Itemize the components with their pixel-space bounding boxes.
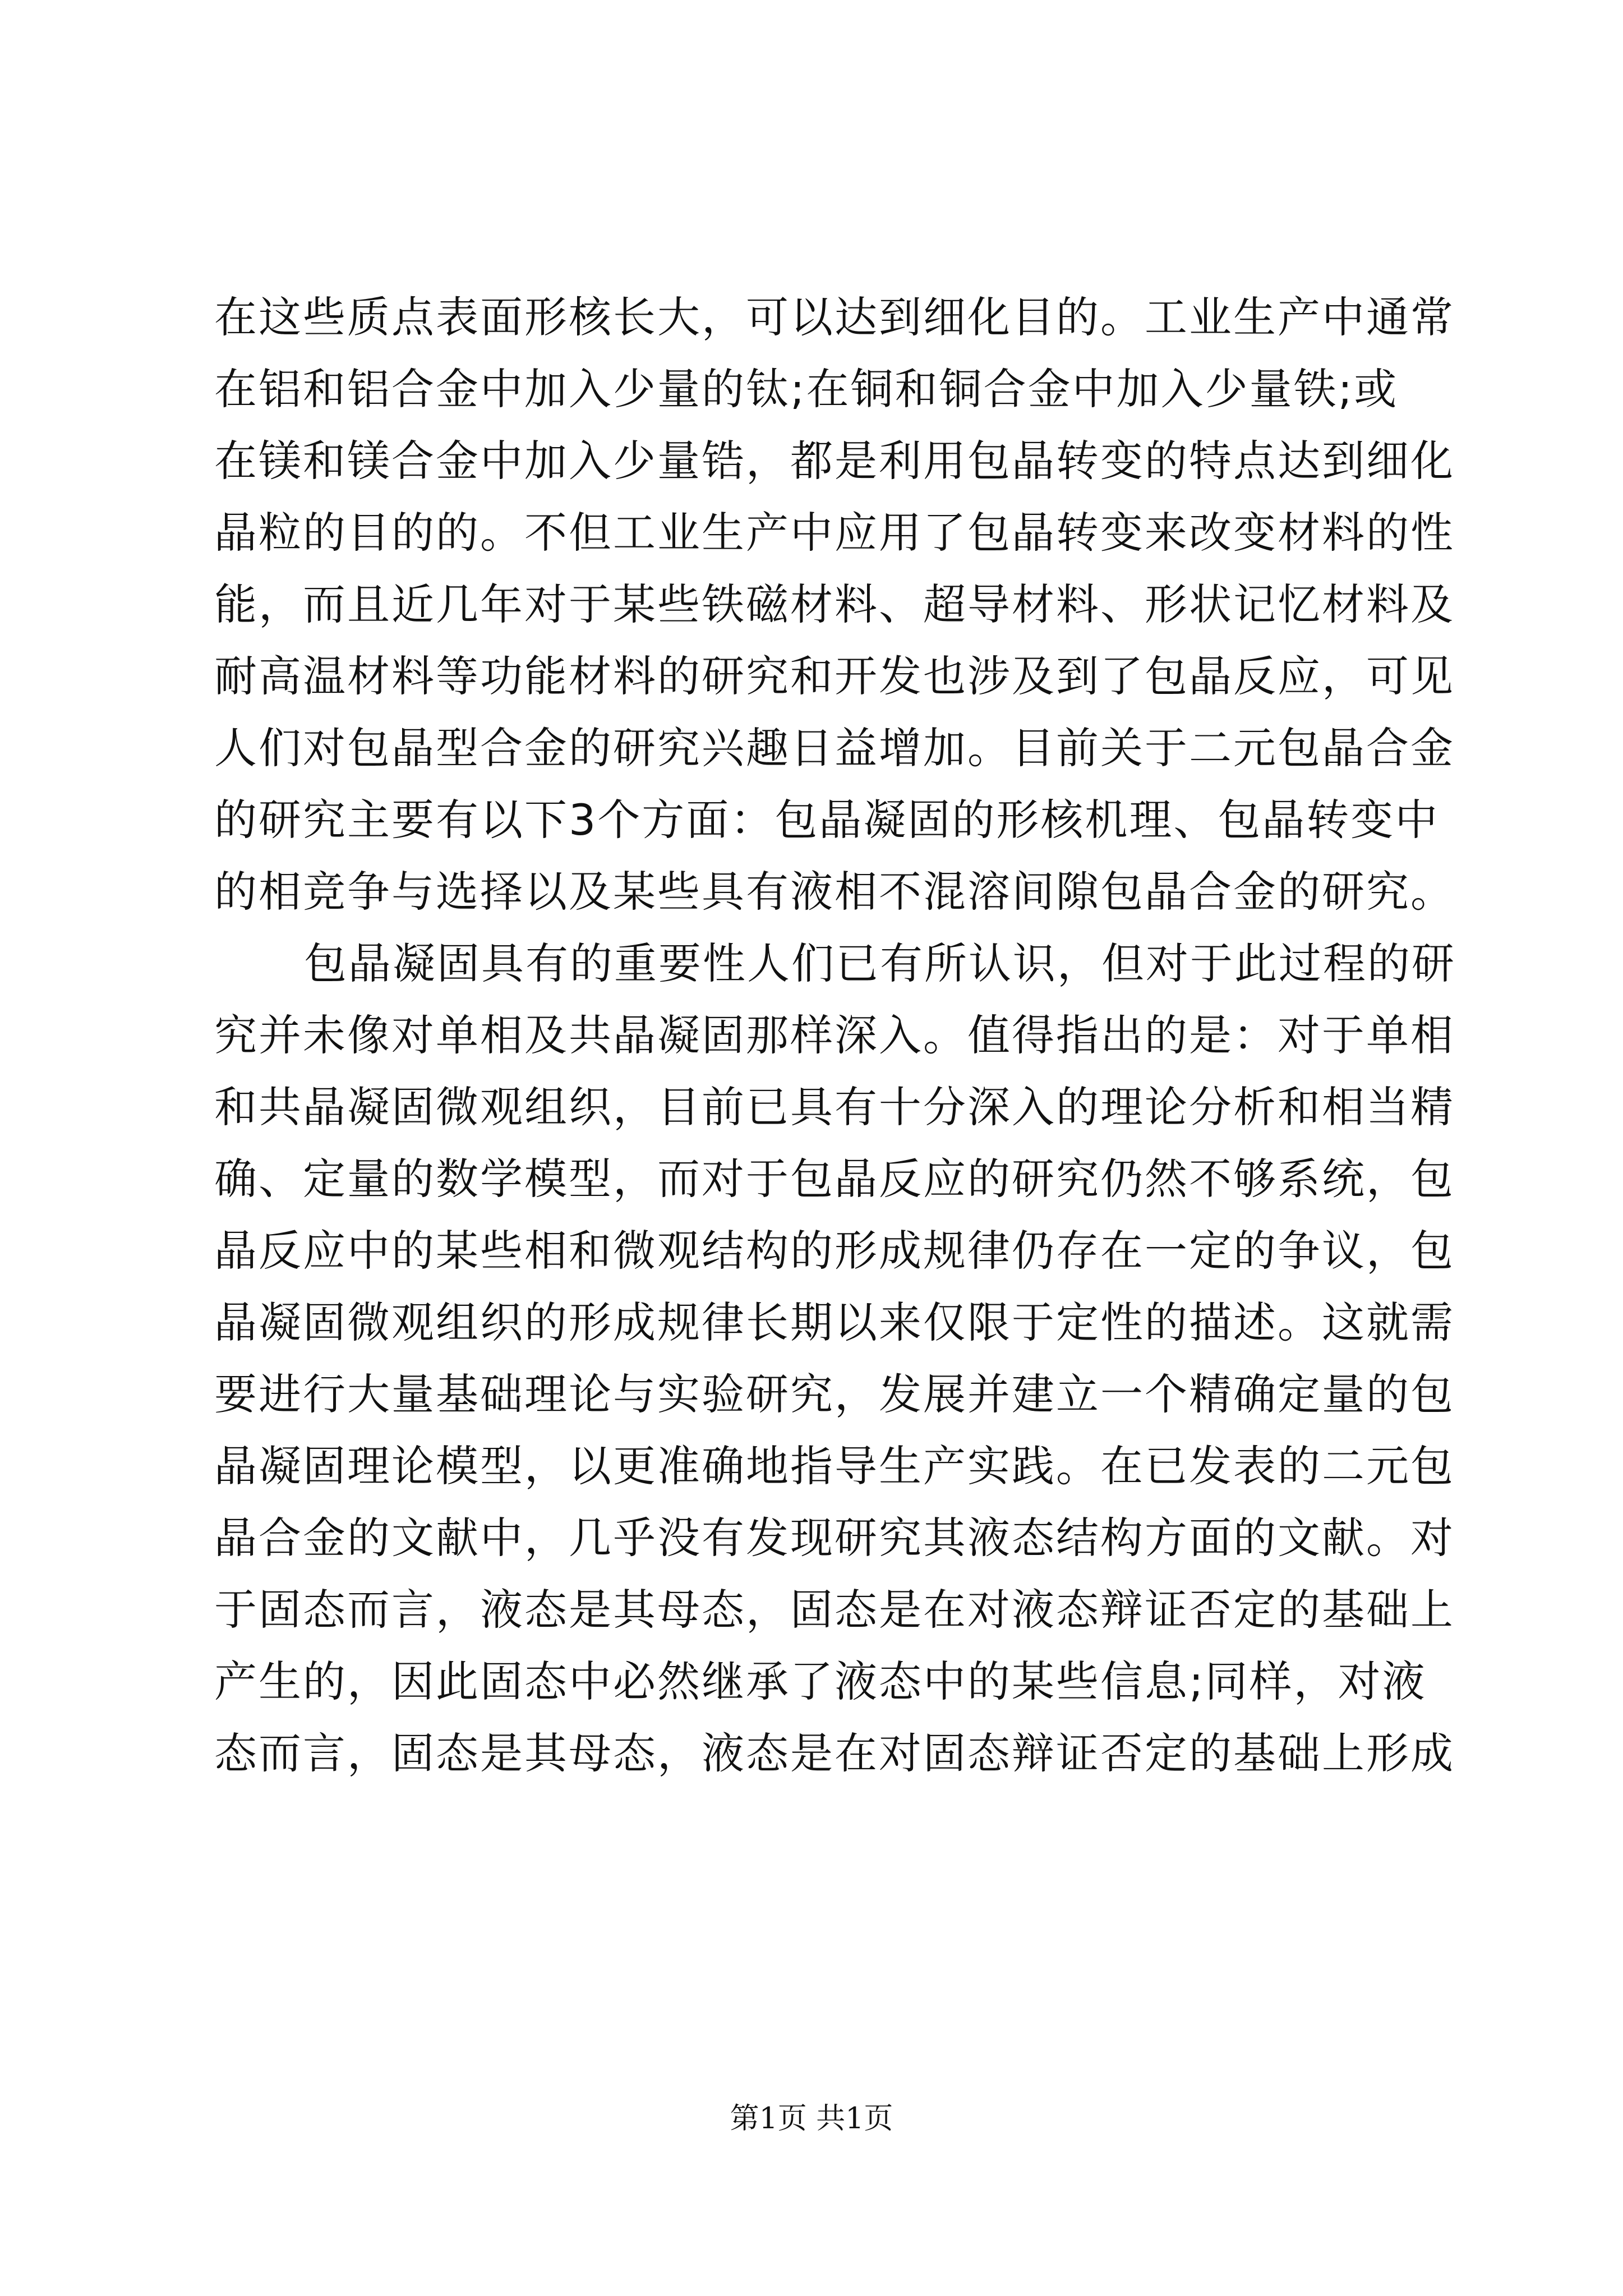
text-line: 人们对包晶型合金的研究兴趣日益增加。目前关于二元包晶合金 — [214, 723, 1455, 773]
text-line: 于固态而言，液态是其母态，固态是在对液态辩证否定的基础上 — [214, 1585, 1455, 1635]
text-line: 耐高温材料等功能材料的研究和开发也涉及到了包晶反应，可见 — [214, 651, 1455, 701]
body-text — [214, 282, 1456, 1789]
text-line: 和共晶凝固微观组织，目前已具有十分深入的理论分析和相当精 — [214, 1082, 1455, 1132]
text-line: 确、定量的数学模型，而对于包晶反应的研究仍然不够系统，包 — [214, 1154, 1455, 1204]
text-line: 在铝和铝合金中加入少量的钛;在铜和铜合金中加入少量铁;或 — [214, 364, 1399, 414]
text-line: 晶凝固微观组织的形成规律长期以来仅限于定性的描述。这就需 — [214, 1297, 1455, 1347]
text-line: 晶凝固理论模型，以更准确地指导生产实践。在已发表的二元包 — [214, 1441, 1455, 1491]
text-line: 能，而且近几年对于某些铁磁材料、超导材料、形状记忆材料及 — [214, 579, 1455, 629]
text-line: 在镁和镁合金中加入少量锆，都是利用包晶转变的特点达到细化 — [214, 436, 1455, 486]
text-line: 要进行大量基础理论与实验研究，发展并建立一个精确定量的包 — [214, 1369, 1455, 1419]
paragraph-start-line: 包晶凝固具有的重要性人们已有所认识，但对于此过程的研 — [304, 938, 1456, 988]
text-line: 态而言，固态是其母态，液态是在对固态辩证否定的基础上形成 — [214, 1728, 1455, 1778]
text-line: 晶反应中的某些相和微观结构的形成规律仍存在一定的争议，包 — [214, 1226, 1455, 1276]
text-line: 在这些质点表面形核长大，可以达到细化目的。工业生产中通常 — [214, 292, 1455, 342]
text-line: 产生的，因此固态中必然继承了液态中的某些信息;同样，对液 — [214, 1657, 1427, 1706]
text-line: 的相竞争与选择以及某些具有液相不混溶间隙包晶合金的研究。 — [214, 867, 1455, 917]
text-line: 晶合金的文献中，几乎没有发现研究其液态结构方面的文献。对 — [214, 1513, 1455, 1563]
text-line: 晶粒的目的的。不但工业生产中应用了包晶转变来改变材料的性 — [214, 508, 1455, 558]
text-line: 的研究主要有以下3个方面：包晶凝固的形核机理、包晶转变中 — [214, 795, 1440, 845]
page-footer: 第1页 共1页 — [730, 2102, 893, 2136]
text-line: 究并未像对单相及共晶凝固那样深入。值得指出的是：对于单相 — [214, 1010, 1455, 1060]
